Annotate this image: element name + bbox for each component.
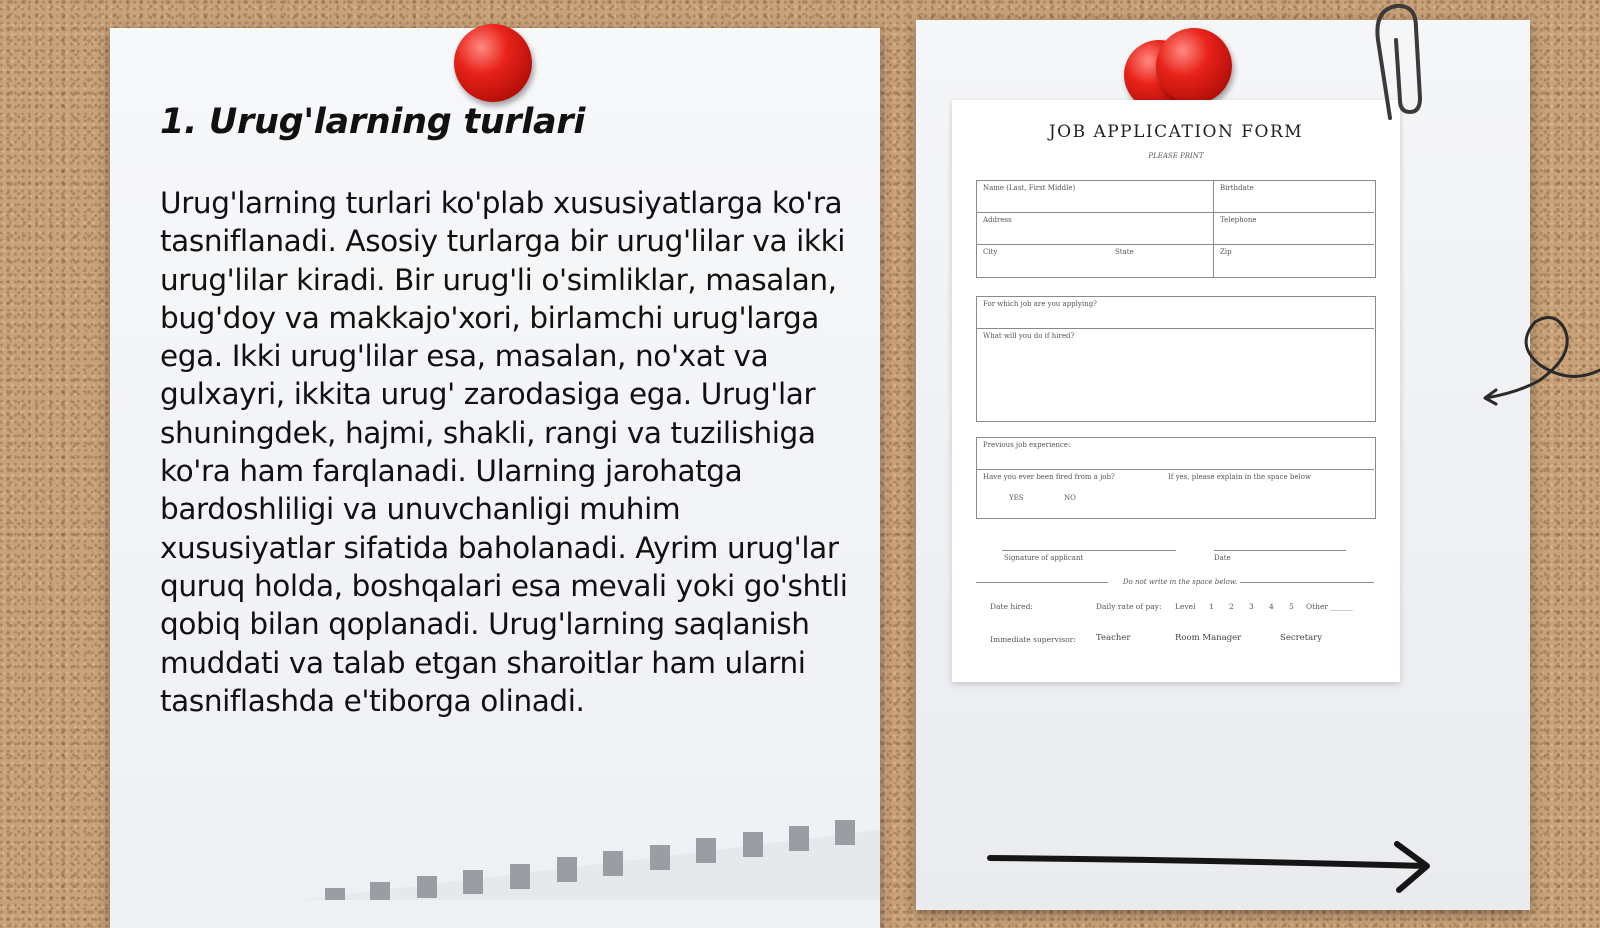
field-if-hired-label: What will you do if hired?: [983, 332, 1075, 340]
divider: [976, 582, 1108, 583]
field-name-label: Name (Last, First Middle): [983, 184, 1076, 192]
level-4: 4: [1269, 602, 1274, 611]
push-pin-icon: [1156, 28, 1232, 104]
office-use-note: Do not write in the space below.: [1123, 578, 1238, 586]
divider: [976, 328, 1374, 329]
field-previous-experience-label: Previous job experience:: [983, 441, 1071, 449]
level-2: 2: [1229, 602, 1234, 611]
level-1: 1: [1209, 602, 1214, 611]
level-5: 5: [1289, 602, 1294, 611]
field-city-label: City: [983, 248, 998, 256]
form-subtitle: PLEASE PRINT: [1148, 152, 1204, 160]
form-title: JOB APPLICATION FORM: [1048, 122, 1304, 142]
field-telephone-label: Telephone: [1220, 216, 1257, 224]
arrow-right-icon: [985, 838, 1445, 898]
field-state-label: State: [1115, 248, 1134, 256]
date-line: [1214, 550, 1346, 551]
body-paragraph: Urug'larning turlari ko'plab xususiyatlarga ko'ra tasniflanadi. Asosiy turlarga bir urug'lilar va ikki urug'lilar kiradi. Bir urug'li o'simliklar, masalan, bug'doy va makkajo'xori, birlamchi urug'larga ega. Ikki urug'lilar esa, masalan, no'xat va gulxayri, ikkita urug' zarodasiga ega. Urug'lar shuningdek, hajmi, shakli, rangi va tuzilishiga ko'ra ham farqlanadi. Ularning jarohatga bardoshliligi va unuvchanligi muhim xususiyatlar sifatida baholanadi. Ayrim urug'lar quruq holda, boshqalari esa mevali yoki go'shtli qobiq bilan qoplanadi. Urug'larning saqlanish muddati va talab etgan sharoitlar ham ularni tasniflashda e'tiborga olinadi.: [160, 186, 848, 718]
personal-info-box: [976, 180, 1376, 278]
paper-clip-icon: [1370, 0, 1430, 125]
field-job-applying-label: For which job are you applying?: [983, 300, 1097, 308]
divider: [1213, 180, 1214, 277]
field-birthdate-label: Birthdate: [1220, 184, 1254, 192]
date-hired-label: Date hired:: [990, 602, 1033, 611]
level-3: 3: [1249, 602, 1254, 611]
signature-line: [1002, 550, 1176, 551]
divider: [976, 469, 1374, 470]
daily-rate-label: Daily rate of pay:: [1096, 602, 1162, 611]
option-secretary: Secretary: [1280, 633, 1323, 643]
option-yes-label: YES: [1009, 494, 1024, 502]
option-no-label: NO: [1064, 494, 1076, 502]
job-interest-box: [976, 296, 1376, 422]
field-fired-label: Have you ever been fired from a job?: [983, 473, 1115, 481]
torn-paper-strip: [300, 800, 880, 900]
field-zip-label: Zip: [1220, 248, 1232, 256]
option-room-manager: Room Manager: [1175, 633, 1242, 643]
swirl-arrow-icon: [1480, 310, 1600, 410]
divider: [976, 212, 1374, 213]
date-label: Date: [1214, 554, 1231, 562]
field-explain-label: If yes, please explain in the space below: [1168, 473, 1311, 481]
divider: [1240, 582, 1374, 583]
slide-title: 1. Urug'larning turlari: [160, 102, 586, 142]
divider: [976, 244, 1374, 245]
signature-label: Signature of applicant: [1004, 554, 1084, 562]
push-pin-icon: [454, 24, 532, 102]
job-application-form: [952, 100, 1400, 682]
other-label: Other ______: [1306, 602, 1353, 611]
option-teacher: Teacher: [1096, 633, 1131, 643]
field-address-label: Address: [983, 216, 1012, 224]
level-label: Level: [1175, 602, 1196, 611]
supervisor-label: Immediate supervisor:: [990, 635, 1076, 644]
